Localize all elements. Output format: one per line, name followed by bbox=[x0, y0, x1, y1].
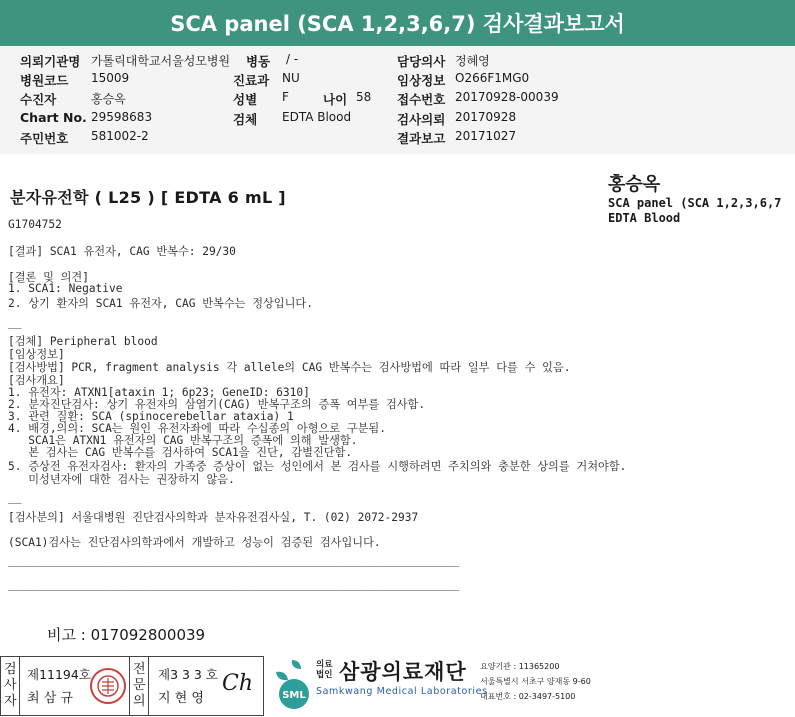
conclusion-item: 2. 상기 환자의 SCA1 유전자, CAG 반복수는 정상입니다. bbox=[8, 297, 313, 310]
specimen-line: [검체] Peripheral blood bbox=[8, 335, 158, 348]
specialist-label-char: 문 bbox=[133, 678, 146, 693]
hospital-code-label: 병원코드 bbox=[20, 73, 69, 88]
org-type-line: 의료 bbox=[316, 660, 333, 670]
doctor-label: 담당의사 bbox=[397, 54, 446, 69]
specialist-label-column bbox=[130, 657, 149, 715]
remark: 비고 : 017092800039 bbox=[47, 626, 206, 644]
conclusion-heading: [결론 및 의견] bbox=[8, 271, 89, 284]
sex-label: 성별 bbox=[233, 92, 258, 107]
svg-text:SML: SML bbox=[282, 690, 306, 701]
examiner-seal-icon bbox=[90, 668, 126, 704]
org-type bbox=[316, 660, 332, 680]
request-date-label: 검사의뢰 bbox=[397, 112, 446, 127]
overview-item: 5. 증상전 유전자검사: 환자의 가족중 증상이 없는 성인에서 본 검사를 시행하려면 주치의와 충분한 상의를 거쳐야함. bbox=[8, 460, 627, 473]
org-phone: 대표번호 : 02-3497-5100 bbox=[480, 692, 576, 701]
doctor-value: 정혜영 bbox=[455, 54, 490, 68]
patient-label: 수진자 bbox=[20, 92, 57, 107]
overview-item: 미성년자에 대한 검사는 권장하지 않음. bbox=[8, 473, 235, 486]
lab-contact-line: [검사분의] 서울대병원 진단검사의학과 분자유전검사실, T. (02) 2072-2937 bbox=[8, 511, 419, 524]
institution-label: 의뢰기관명 bbox=[20, 54, 81, 69]
examiner-box bbox=[0, 656, 130, 716]
specialist-box bbox=[129, 656, 264, 716]
result-line: [결과] SCA1 유전자, CAG 반복수: 29/30 bbox=[8, 245, 236, 258]
chart-no-value: 29598683 bbox=[91, 110, 153, 124]
clinical-info-heading: [임상정보] bbox=[8, 348, 65, 361]
org-code: 요양기관 : 11365200 bbox=[480, 662, 560, 671]
org-type-line: 법인 bbox=[316, 670, 333, 680]
specialist-label-char: 의 bbox=[133, 694, 146, 709]
separator: __ bbox=[8, 316, 22, 329]
ward-value: / - bbox=[286, 52, 299, 66]
overview-heading: [검사개요] bbox=[8, 374, 65, 387]
examiner-name: 최 삼 규 bbox=[27, 691, 73, 706]
report-title-bar bbox=[0, 0, 795, 46]
overview-item: 본 검사는 CAG 반복수를 검사하여 SCA1을 진단, 감별진단함. bbox=[8, 446, 353, 459]
report-body bbox=[8, 218, 627, 591]
examiner-label-char: 검 bbox=[4, 662, 17, 677]
specialist-signature: Ch bbox=[222, 671, 254, 696]
patient-info-panel bbox=[0, 46, 795, 154]
dept-value: NU bbox=[282, 71, 300, 85]
specimen-label: 검체 bbox=[233, 112, 258, 127]
examiner-label-column bbox=[1, 657, 20, 715]
report-date-value: 20171027 bbox=[455, 129, 517, 143]
institution-value: 가톨릭대학교서울성모병원 bbox=[91, 54, 231, 68]
age-value: 58 bbox=[356, 90, 372, 104]
lab-number: G1704752 bbox=[8, 218, 62, 231]
sex-value: F bbox=[282, 90, 289, 104]
patient-value: 홍승옥 bbox=[91, 92, 126, 106]
stamp-test-name: SCA panel (SCA 1,2,3,6,7 bbox=[608, 196, 782, 210]
rule-line: ___________________________________________________________________ bbox=[8, 554, 460, 567]
org-address: 서울특별시 서초구 양재동 9-60 bbox=[480, 677, 591, 686]
stamp-patient-name: 홍승옥 bbox=[608, 174, 661, 195]
overview-item: 1. 유전자: ATXN1[ataxin 1; 6p23; GeneID: 6310] bbox=[8, 386, 310, 399]
overview-item: 2. 분자진단검사: 상기 유전자의 삼염기(CAG) 반복구조의 증폭 여부를 검사함. bbox=[8, 398, 426, 411]
validation-note: (SCA1)검사는 진단검사의학과에서 개발하고 성능이 검증된 검사입니다. bbox=[8, 536, 381, 549]
rule-line: ___________________________________________________________________ bbox=[8, 578, 460, 591]
receipt-number-label: 접수번호 bbox=[397, 92, 446, 107]
request-date-value: 20170928 bbox=[455, 110, 517, 124]
sml-logo-icon bbox=[270, 658, 320, 710]
hospital-code-value: 15009 bbox=[91, 71, 130, 85]
specialist-license: 제3 3 3 호 bbox=[158, 667, 218, 682]
age-label: 나이 bbox=[323, 92, 348, 107]
overview-item: 3. 관련 질환: SCA (spinocerebellar ataxia) 1 bbox=[8, 410, 294, 423]
org-name: 삼광의료재단 bbox=[339, 660, 467, 684]
signature-footer bbox=[0, 656, 795, 717]
dept-label: 진료과 bbox=[233, 73, 270, 88]
clinical-info-label: 임상정보 bbox=[397, 73, 446, 88]
specimen-value: EDTA Blood bbox=[282, 110, 352, 124]
stamp-specimen: EDTA Blood bbox=[608, 211, 681, 225]
separator: __ bbox=[8, 491, 22, 504]
clinical-info-value: O266F1MG0 bbox=[455, 71, 530, 85]
overview-item: 4. 배경,의의: SCA는 원인 유전자좌에 따라 수십종의 아형으로 구분됨. bbox=[8, 422, 386, 435]
method-line: [검사방법] PCR, fragment analysis 각 allele의 CAG 반복수는 검사방법에 따라 일부 다를 수 있음. bbox=[8, 361, 571, 374]
report-date-label: 결과보고 bbox=[397, 131, 446, 146]
org-english-name: Samkwang Medical Laboratories bbox=[316, 686, 488, 697]
examiner-label-char: 사 bbox=[4, 678, 17, 693]
specialist-name: 지 현 영 bbox=[158, 691, 204, 706]
ward-label: 병동 bbox=[246, 54, 271, 69]
conclusion-item: 1. SCA1: Negative bbox=[8, 282, 123, 295]
report-title: SCA panel (SCA 1,2,3,6,7) 검사결과보고서 bbox=[170, 12, 625, 36]
specimen-stamp bbox=[608, 170, 781, 226]
examiner-license: 제11194호 bbox=[27, 667, 91, 682]
chart-no-label: Chart No. bbox=[20, 110, 87, 125]
overview-item: SCA1은 ATXN1 유전자의 CAG 반복구조의 증폭에 의해 발생함. bbox=[8, 434, 358, 447]
resident-id-value: 581002-2 bbox=[91, 129, 149, 143]
receipt-number-value: 20170928-00039 bbox=[455, 90, 559, 104]
resident-id-label: 주민번호 bbox=[20, 131, 69, 146]
specialist-label-char: 전 bbox=[133, 662, 146, 677]
section-title: 분자유전학 ( L25 ) [ EDTA 6 mL ] bbox=[10, 188, 286, 207]
examiner-label-char: 자 bbox=[4, 694, 17, 709]
